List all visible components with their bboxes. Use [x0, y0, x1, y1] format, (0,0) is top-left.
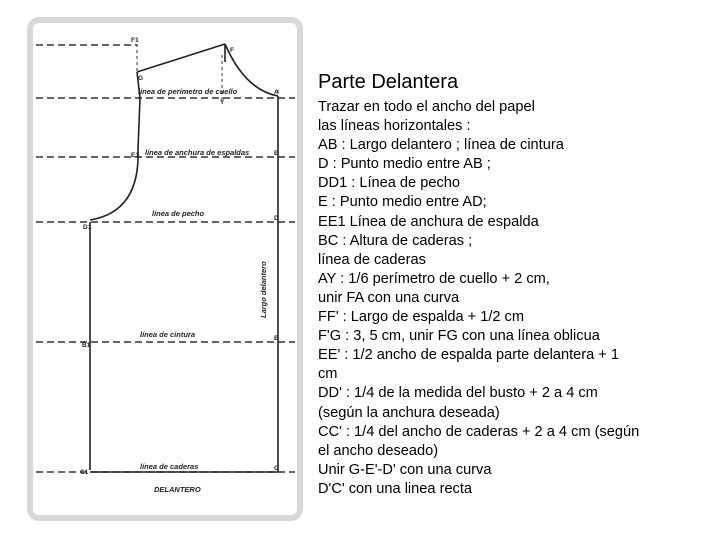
point-e1: E1 [131, 152, 139, 159]
point-g: G [138, 75, 144, 82]
diagram-caption: DELANTERO [154, 485, 201, 494]
point-e: E [274, 150, 279, 157]
armhole-curve [90, 72, 140, 220]
point-y: Y [220, 99, 225, 106]
instruction-line: E : Punto medio entre AD; [318, 194, 487, 211]
point-d1: D1 [83, 224, 92, 231]
label-front-length: Largo delantero [259, 261, 268, 318]
instruction-line: AY : 1/6 perímetro de cuello + 2 cm, [318, 270, 550, 287]
instruction-line: cm [318, 366, 338, 383]
point-c: C [274, 465, 279, 472]
label-chest-line: línea de pecho [152, 209, 205, 218]
label-waist-line: línea de cintura [140, 330, 196, 339]
instruction-line: el ancho deseado) [318, 442, 439, 459]
instruction-line: EE1 Línea de anchura de espalda [318, 213, 539, 230]
instruction-line: BC : Altura de caderas ; [318, 232, 473, 249]
point-d: D [274, 215, 279, 222]
instruction-line: Trazar en todo el ancho del papel [318, 99, 535, 115]
instruction-line: línea de caderas [318, 251, 426, 268]
instruction-line: DD1 : Línea de pecho [318, 175, 460, 192]
instruction-line: AB : Largo delantero ; línea de cintura [318, 137, 564, 154]
point-a: A [274, 89, 279, 96]
instruction-line: D'C' con una linea recta [318, 480, 473, 497]
label-hip-line: línea de caderas [140, 462, 199, 471]
point-b1: B1 [82, 342, 91, 349]
instruction-line: F'G : 3, 5 cm, unir FG con una línea oblicua [318, 328, 600, 345]
slide-title: Parte Delantera [318, 71, 459, 93]
instruction-line: Unir G-E'-D' con una curva [318, 461, 492, 478]
instructions-text [318, 98, 698, 499]
label-neck-line: línea de perímetro de cuello [138, 87, 238, 96]
instruction-line: las líneas horizontales : [318, 118, 471, 135]
instruction-line: (según la anchura deseada) [318, 404, 500, 421]
instruction-line: unir FA con una curva [318, 289, 460, 306]
instruction-line: D : Punto medio entre AB ; [318, 156, 491, 173]
instruction-line: FF' : Largo de espalda + 1/2 cm [318, 309, 524, 326]
instruction-line: DD' : 1/4 de la medida del busto + 2 a 4 cm [318, 385, 598, 402]
point-c1: C1 [80, 469, 89, 476]
point-f: F [230, 47, 234, 54]
point-b: B [274, 335, 279, 342]
instruction-line: EE' : 1/2 ancho de espalda parte delantera + 1 [318, 347, 619, 364]
shoulder-seam [137, 44, 225, 72]
point-f1: F1 [131, 37, 139, 44]
instruction-line: CC' : 1/4 del ancho de caderas + 2 a 4 cm (según [318, 423, 640, 440]
label-shoulder-line: línea de anchura de espaldas [145, 148, 250, 157]
